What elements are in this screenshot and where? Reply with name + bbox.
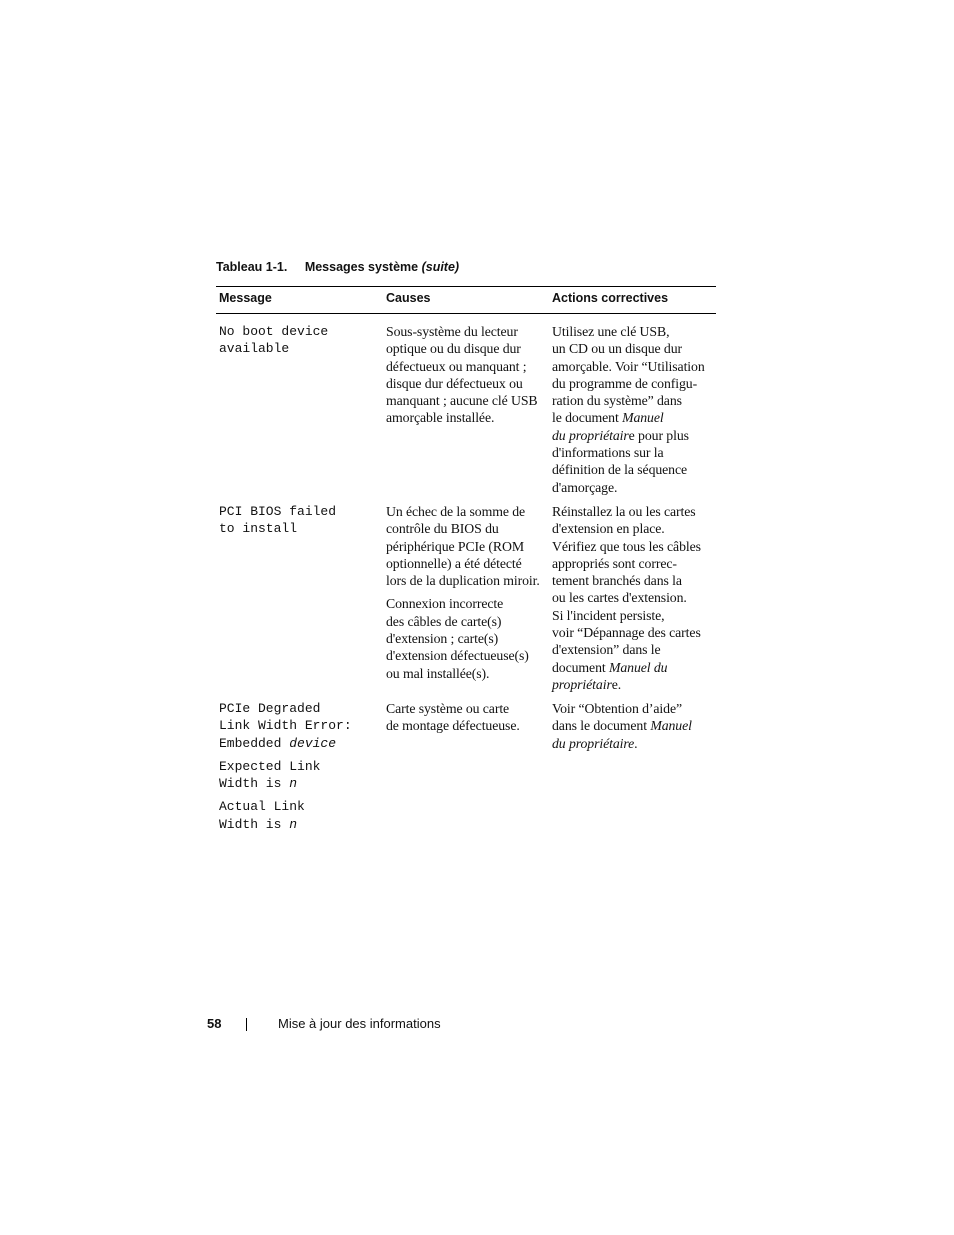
table-number: Tableau 1-1. [216, 260, 288, 274]
manual-reference: Manuel du propriétaire [552, 718, 692, 751]
variable-placeholder: device [289, 735, 337, 751]
page-number: 58 [207, 1016, 222, 1031]
manual-reference: Manuel du propriétair [552, 659, 668, 692]
message-cell [219, 700, 379, 833]
cause-text: Connexion incorrecte des câbles de carte(s) d'extension ; carte(s) d'extension défectueuse(s) ou mal installée(s). [386, 596, 529, 681]
actions-cell [552, 700, 716, 752]
action-text: Voir “Obtention d’aide” dans le document Manuel du propriétaire. [552, 701, 692, 751]
footer-divider [246, 1018, 247, 1031]
table-title: Messages système [304, 260, 419, 274]
cause-text: Carte système ou carte de montage défectueuse. [386, 701, 520, 734]
table-row [216, 323, 716, 503]
message-text: Expected Link Width is n [219, 758, 321, 792]
actions-cell [552, 503, 716, 693]
table-row [216, 503, 716, 700]
message-text: No boot device available [219, 324, 329, 357]
system-messages-table [216, 286, 716, 840]
variable-placeholder: n [289, 776, 298, 792]
manual-reference: Manuel du propriétair [552, 410, 664, 443]
message-text: PCI BIOS failed to install [219, 504, 337, 537]
action-text: Utilisez une clé USB, un CD ou un disque dur amorçable. Voir “Utilisation du programme de configu- ration du système” dans le document Manuel du propriétaire pour plus d'informations sur la définition de la séquence d'amorçage. [552, 324, 705, 495]
variable-placeholder: n [289, 816, 298, 832]
header-message: Message [219, 291, 272, 305]
header-causes: Causes [386, 291, 431, 305]
action-text: Réinstallez la ou les cartes d'extension en place. Vérifiez que tous les câbles appropriés sont correc- tement branchés dans la ou les cartes d'extension. Si l'incident persiste, voir “Dépannage des cartes d'extension” dans le document Manuel du propriétaire. [552, 504, 701, 692]
message-text: PCIe Degraded Link Width Error: Embedded device [219, 701, 352, 751]
footer-title: Mise à jour des informations [278, 1016, 441, 1031]
table-title-suffix: (suite) [421, 260, 460, 274]
actions-cell [552, 323, 716, 496]
table-header [216, 286, 716, 314]
table-row [216, 700, 716, 840]
message-cell [219, 503, 379, 538]
message-text: Actual Link Width is n [219, 799, 305, 832]
cause-text: Un échec de la somme de contrôle du BIOS du périphérique PCIe (ROM optionnelle) a été détecté lors de la duplication miroir. [386, 504, 540, 589]
header-actions: Actions correctives [552, 291, 669, 305]
causes-cell [386, 700, 548, 735]
causes-cell [386, 323, 548, 427]
table-caption [216, 260, 459, 274]
causes-cell [386, 503, 548, 682]
cause-text: Sous-système du lecteur optique ou du disque dur défectueux ou manquant ; disque dur défectueux ou manquant ; aucune clé USB amorçable installée. [386, 324, 538, 426]
message-cell [219, 323, 379, 358]
